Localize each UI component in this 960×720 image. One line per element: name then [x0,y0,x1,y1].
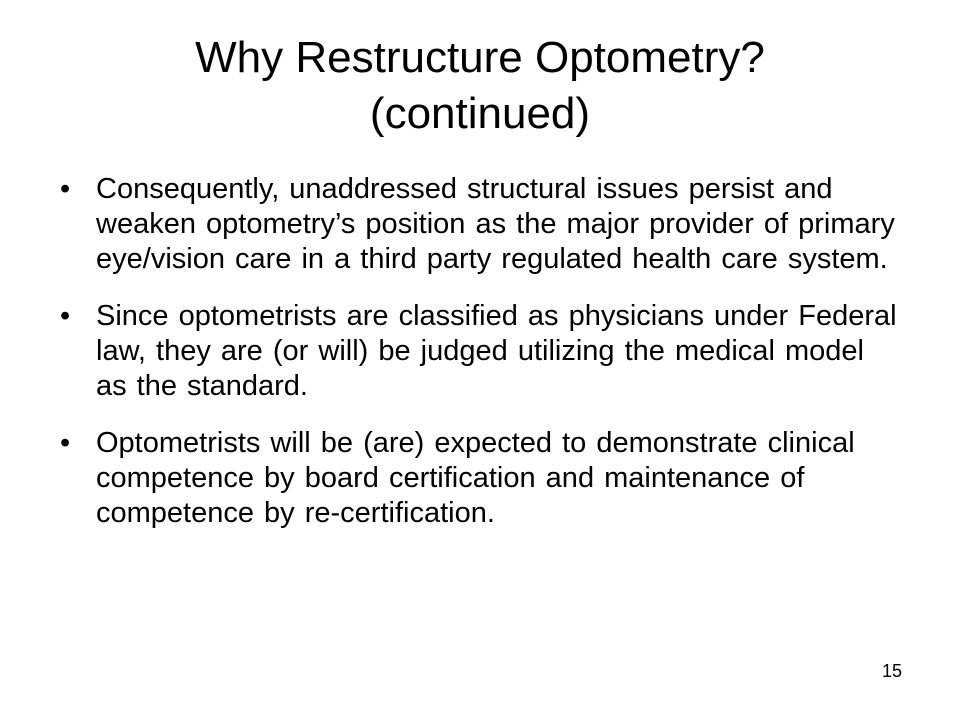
slide-title-line-1: Why Restructure Optometry? [195,33,765,82]
bullet-dot-icon: • [60,300,71,332]
bullet-item [60,426,900,531]
bullet-dot-icon: • [60,173,71,205]
slide-title-line-2: (continued) [369,89,591,138]
bullet-text: Since optometrists are classified as physicians under Federal law, they are (or will) be judged utilizing the medical model as the standard. [96,300,897,402]
bullet-item [60,299,900,404]
bullet-list [60,172,900,553]
bullet-dot-icon: • [60,427,71,459]
slide-title [60,30,900,142]
page-number: 15 [881,661,902,681]
bullet-text: Consequently, unaddressed structural issues persist and weaken optometry’s position as the major provider of primary eye/vision care in a third party regulated health care system. [96,173,895,275]
bullet-item [60,172,900,277]
bullet-text: Optometrists will be (are) expected to demonstrate clinical competence by board certification and maintenance of competence by re-certification. [96,427,855,529]
